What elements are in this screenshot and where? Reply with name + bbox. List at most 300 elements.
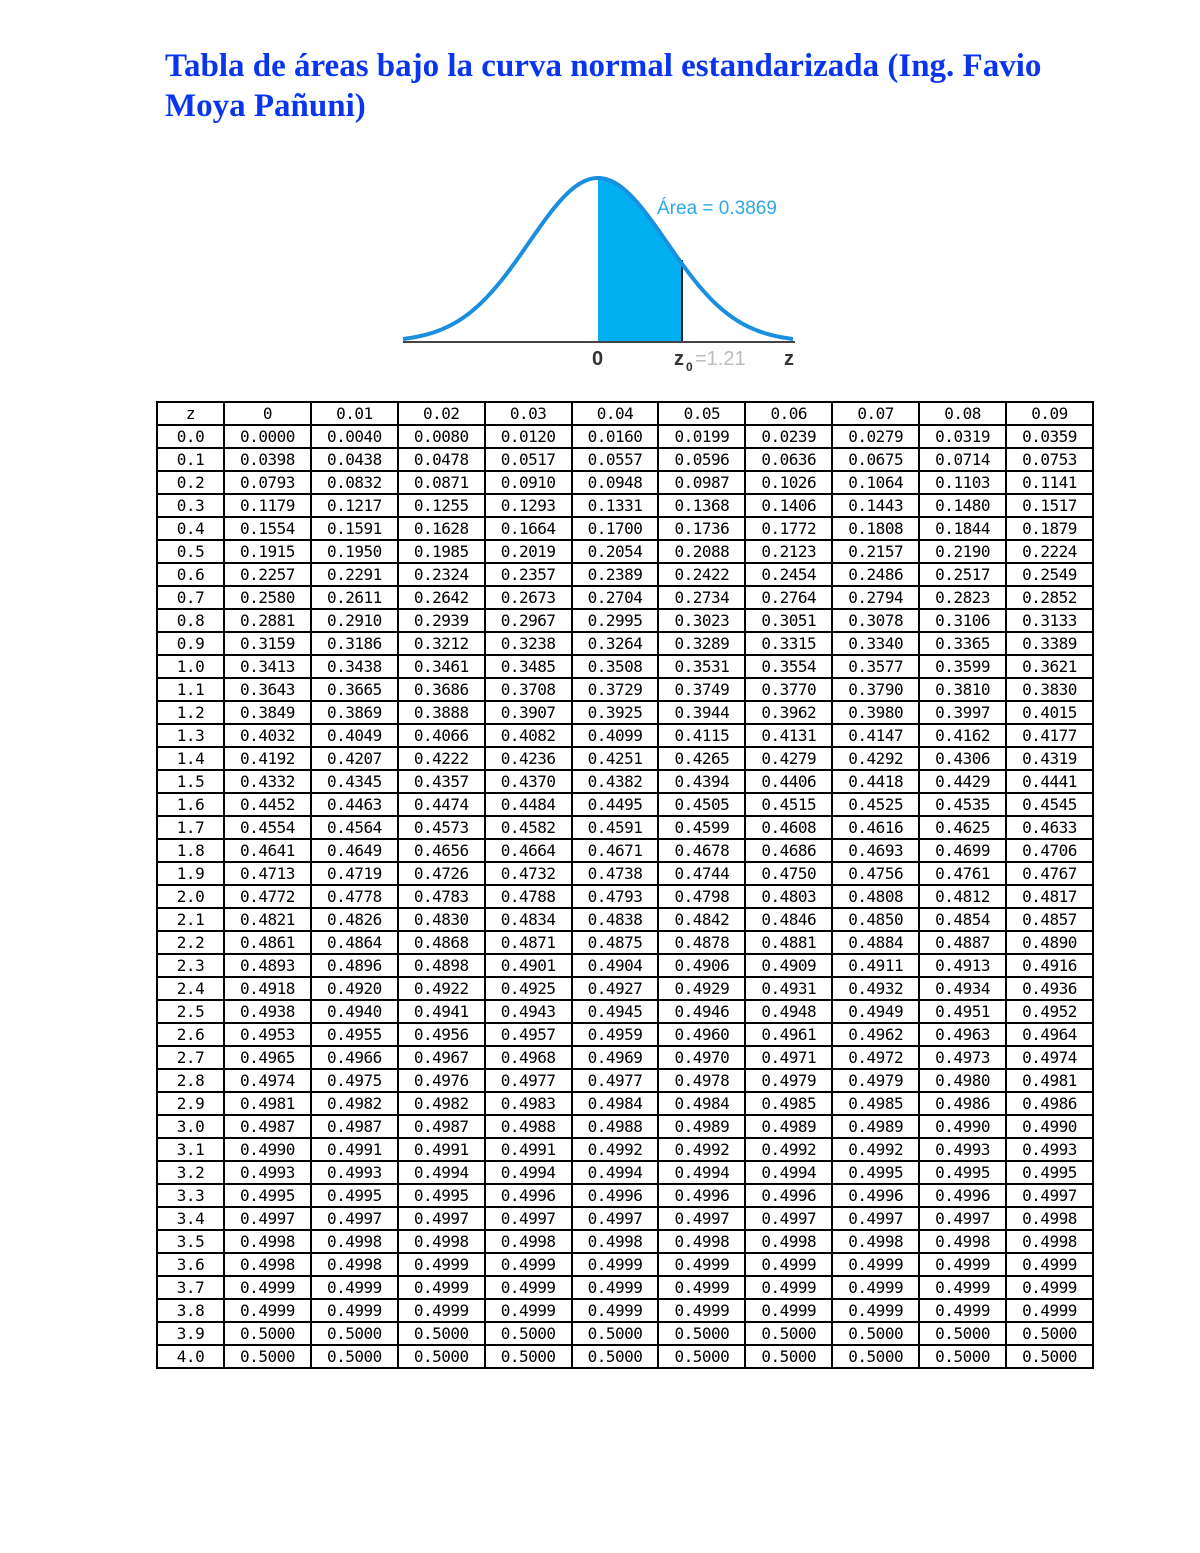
z0-subscript: 0 [686,360,693,374]
table-cell: 0.4995 [1006,1161,1093,1184]
table-cell: 0.4633 [1006,816,1093,839]
header-col: 0.06 [745,402,832,425]
table-cell: 0.0948 [572,471,659,494]
table-cell: 0.4987 [224,1115,311,1138]
table-cell: 0.4968 [485,1046,572,1069]
row-z-value: 2.5 [157,1000,224,1023]
table-cell: 0.4999 [398,1276,485,1299]
table-row [157,655,1093,678]
normal-curve-figure [395,165,815,380]
z0-symbol: z [674,348,684,370]
table-cell: 0.4394 [658,770,745,793]
table-cell: 0.4904 [572,954,659,977]
table-cell: 0.4946 [658,1000,745,1023]
table-cell: 0.3289 [658,632,745,655]
table-cell: 0.4995 [311,1184,398,1207]
table-cell: 0.4066 [398,724,485,747]
table-cell: 0.4999 [832,1299,919,1322]
table-cell: 0.4996 [745,1184,832,1207]
table-cell: 0.1480 [919,494,1006,517]
table-cell: 0.4982 [398,1092,485,1115]
table-body [157,425,1093,1368]
table-cell: 0.4998 [745,1230,832,1253]
table-cell: 0.4999 [224,1276,311,1299]
table-cell: 0.4964 [1006,1023,1093,1046]
row-z-value: 0.0 [157,425,224,448]
table-cell: 0.4896 [311,954,398,977]
table-cell: 0.4995 [224,1184,311,1207]
table-cell: 0.3770 [745,678,832,701]
table-cell: 0.5000 [398,1322,485,1345]
table-cell: 0.4999 [919,1299,1006,1322]
table-cell: 0.3944 [658,701,745,724]
table-cell: 0.4979 [832,1069,919,1092]
table-cell: 0.4966 [311,1046,398,1069]
table-cell: 0.4515 [745,793,832,816]
table-cell: 0.4963 [919,1023,1006,1046]
table-cell: 0.4986 [1006,1092,1093,1115]
table-cell: 0.4998 [1006,1230,1093,1253]
table-cell: 0.4976 [398,1069,485,1092]
table-cell: 0.4887 [919,931,1006,954]
table-cell: 0.0596 [658,448,745,471]
table-cell: 0.3023 [658,609,745,632]
table-cell: 0.4967 [398,1046,485,1069]
table-cell: 0.4998 [224,1230,311,1253]
table-cell: 0.4854 [919,908,1006,931]
table-cell: 0.4978 [658,1069,745,1092]
table-cell: 0.4961 [745,1023,832,1046]
row-z-value: 0.6 [157,563,224,586]
table-cell: 0.3869 [311,701,398,724]
table-cell: 0.4993 [311,1161,398,1184]
table-cell: 0.2611 [311,586,398,609]
table-cell: 0.4713 [224,862,311,885]
table-cell: 0.4918 [224,977,311,1000]
table-cell: 0.4969 [572,1046,659,1069]
table-cell: 0.4864 [311,931,398,954]
table-cell: 0.4994 [745,1161,832,1184]
table-row [157,563,1093,586]
table-cell: 0.4049 [311,724,398,747]
table-cell: 0.4960 [658,1023,745,1046]
table-cell: 0.5000 [311,1345,398,1368]
table-cell: 0.3997 [919,701,1006,724]
table-cell: 0.4826 [311,908,398,931]
table-row [157,1046,1093,1069]
row-z-value: 3.0 [157,1115,224,1138]
table-cell: 0.4998 [919,1230,1006,1253]
table-cell: 0.4999 [745,1253,832,1276]
table-cell: 0.3962 [745,701,832,724]
header-col: 0.04 [572,402,659,425]
row-z-value: 1.7 [157,816,224,839]
table-cell: 0.4778 [311,885,398,908]
table-cell: 0.3729 [572,678,659,701]
row-z-value: 3.8 [157,1299,224,1322]
table-cell: 0.4750 [745,862,832,885]
table-cell: 0.4971 [745,1046,832,1069]
table-cell: 0.4641 [224,839,311,862]
row-z-value: 0.2 [157,471,224,494]
table-cell: 0.2967 [485,609,572,632]
table-row [157,839,1093,862]
table-cell: 0.4998 [311,1230,398,1253]
table-cell: 0.4699 [919,839,1006,862]
table-cell: 0.0398 [224,448,311,471]
table-cell: 0.4949 [832,1000,919,1023]
table-cell: 0.4986 [919,1092,1006,1115]
table-cell: 0.1844 [919,517,1006,540]
table-row [157,494,1093,517]
row-z-value: 3.5 [157,1230,224,1253]
table-cell: 0.4236 [485,747,572,770]
table-cell: 0.4994 [572,1161,659,1184]
table-cell: 0.4573 [398,816,485,839]
table-cell: 0.4861 [224,931,311,954]
table-row [157,1184,1093,1207]
table-cell: 0.3133 [1006,609,1093,632]
table-cell: 0.1141 [1006,471,1093,494]
row-z-value: 0.3 [157,494,224,517]
table-cell: 0.2190 [919,540,1006,563]
table-cell: 0.4994 [485,1161,572,1184]
table-cell: 0.4990 [919,1115,1006,1138]
table-cell: 0.4957 [485,1023,572,1046]
table-cell: 0.4177 [1006,724,1093,747]
table-cell: 0.4987 [398,1115,485,1138]
table-cell: 0.4884 [832,931,919,954]
table-cell: 0.2357 [485,563,572,586]
table-cell: 0.3485 [485,655,572,678]
table-cell: 0.1255 [398,494,485,517]
table-row [157,816,1093,839]
table-cell: 0.4649 [311,839,398,862]
table-cell: 0.1406 [745,494,832,517]
table-cell: 0.4838 [572,908,659,931]
table-cell: 0.4999 [572,1276,659,1299]
table-row [157,1000,1093,1023]
table-cell: 0.4996 [832,1184,919,1207]
table-cell: 0.4564 [311,816,398,839]
table-cell: 0.4616 [832,816,919,839]
table-cell: 0.1664 [485,517,572,540]
table-row [157,1161,1093,1184]
table-cell: 0.4996 [572,1184,659,1207]
table-cell: 0.2734 [658,586,745,609]
table-cell: 0.2257 [224,563,311,586]
table-cell: 0.4761 [919,862,1006,885]
table-row [157,609,1093,632]
table-cell: 0.3461 [398,655,485,678]
table-row [157,1023,1093,1046]
table-cell: 0.4959 [572,1023,659,1046]
table-cell: 0.4989 [832,1115,919,1138]
table-cell: 0.0832 [311,471,398,494]
row-z-value: 1.9 [157,862,224,885]
table-cell: 0.4767 [1006,862,1093,885]
table-cell: 0.4932 [832,977,919,1000]
page-title: Tabla de áreas bajo la curva normal estandarizada (Ing. Favio Moya Pañuni) [165,48,1042,124]
z0-value-label: =1.21 [695,348,746,370]
table-row [157,1092,1093,1115]
table-cell: 0.2881 [224,609,311,632]
table-cell: 0.5000 [1006,1322,1093,1345]
table-cell: 0.4505 [658,793,745,816]
table-cell: 0.4999 [485,1253,572,1276]
table-cell: 0.1103 [919,471,1006,494]
table-cell: 0.3686 [398,678,485,701]
table-cell: 0.4474 [398,793,485,816]
table-cell: 0.4686 [745,839,832,862]
table-cell: 0.4974 [1006,1046,1093,1069]
table-cell: 0.4925 [485,977,572,1000]
table-cell: 0.0000 [224,425,311,448]
table-cell: 0.3554 [745,655,832,678]
table-cell: 0.2823 [919,586,1006,609]
table-cell: 0.4988 [485,1115,572,1138]
table-cell: 0.2764 [745,586,832,609]
row-z-value: 0.8 [157,609,224,632]
table-cell: 0.3925 [572,701,659,724]
table-cell: 0.4982 [311,1092,398,1115]
table-cell: 0.5000 [224,1322,311,1345]
row-z-value: 3.7 [157,1276,224,1299]
row-z-value: 2.8 [157,1069,224,1092]
table-cell: 0.3577 [832,655,919,678]
table-cell: 0.0120 [485,425,572,448]
table-cell: 0.4994 [658,1161,745,1184]
table-cell: 0.4881 [745,931,832,954]
table-cell: 0.4980 [919,1069,1006,1092]
table-cell: 0.4995 [919,1161,1006,1184]
table-cell: 0.1331 [572,494,659,517]
table-cell: 0.3907 [485,701,572,724]
table-cell: 0.4429 [919,770,1006,793]
table-cell: 0.4656 [398,839,485,862]
table-cell: 0.4989 [658,1115,745,1138]
table-row [157,1138,1093,1161]
table-cell: 0.4997 [919,1207,1006,1230]
table-cell: 0.4997 [311,1207,398,1230]
table-cell: 0.3389 [1006,632,1093,655]
table-cell: 0.4099 [572,724,659,747]
normal-curve-svg [395,165,815,380]
table-cell: 0.4913 [919,954,1006,977]
table-cell: 0.1179 [224,494,311,517]
table-cell: 0.2642 [398,586,485,609]
table-cell: 0.2324 [398,563,485,586]
table-cell: 0.4678 [658,839,745,862]
table-cell: 0.5000 [832,1322,919,1345]
table-row [157,1069,1093,1092]
table-row [157,1345,1093,1368]
table-cell: 0.2794 [832,586,919,609]
table-cell: 0.0714 [919,448,1006,471]
table-cell: 0.4999 [224,1299,311,1322]
row-z-value: 1.3 [157,724,224,747]
table-cell: 0.4999 [1006,1276,1093,1299]
table-cell: 0.0279 [832,425,919,448]
table-cell: 0.3749 [658,678,745,701]
table-cell: 0.3365 [919,632,1006,655]
table-header-row [157,402,1093,425]
table-cell: 0.4981 [224,1092,311,1115]
table-cell: 0.4319 [1006,747,1093,770]
table-cell: 0.1736 [658,517,745,540]
table-cell: 0.2123 [745,540,832,563]
table-cell: 0.4207 [311,747,398,770]
table-cell: 0.0199 [658,425,745,448]
table-cell: 0.4999 [311,1276,398,1299]
table-cell: 0.4999 [919,1253,1006,1276]
table-cell: 0.3413 [224,655,311,678]
table-cell: 0.4984 [658,1092,745,1115]
table-cell: 0.4744 [658,862,745,885]
table-cell: 0.4783 [398,885,485,908]
table-cell: 0.4999 [572,1299,659,1322]
table-cell: 0.4973 [919,1046,1006,1069]
table-cell: 0.4901 [485,954,572,977]
table-cell: 0.3438 [311,655,398,678]
table-cell: 0.4991 [485,1138,572,1161]
table-cell: 0.2088 [658,540,745,563]
table-cell: 0.4998 [398,1230,485,1253]
table-row [157,701,1093,724]
table-cell: 0.5000 [224,1345,311,1368]
table-cell: 0.5000 [485,1322,572,1345]
table-cell: 0.4995 [832,1161,919,1184]
table-cell: 0.4955 [311,1023,398,1046]
table-cell: 0.5000 [832,1345,919,1368]
table-cell: 0.4484 [485,793,572,816]
table-row [157,586,1093,609]
table-cell: 0.1772 [745,517,832,540]
table-cell: 0.4985 [745,1092,832,1115]
table-cell: 0.3340 [832,632,919,655]
table-cell: 0.2580 [224,586,311,609]
table-cell: 0.4941 [398,1000,485,1023]
table-cell: 0.4991 [398,1138,485,1161]
header-col: 0 [224,402,311,425]
z-table [156,401,1094,1369]
header-col: 0.09 [1006,402,1093,425]
table-cell: 0.3106 [919,609,1006,632]
table-cell: 0.3790 [832,678,919,701]
table-cell: 0.4965 [224,1046,311,1069]
table-cell: 0.4999 [398,1299,485,1322]
table-row [157,908,1093,931]
table-cell: 0.4345 [311,770,398,793]
table-cell: 0.4999 [572,1253,659,1276]
table-cell: 0.1591 [311,517,398,540]
table-cell: 0.3980 [832,701,919,724]
table-cell: 0.4798 [658,885,745,908]
table-cell: 0.4495 [572,793,659,816]
table-row [157,448,1093,471]
row-z-value: 2.9 [157,1092,224,1115]
row-z-value: 1.2 [157,701,224,724]
table-cell: 0.4857 [1006,908,1093,931]
table-cell: 0.1026 [745,471,832,494]
table-cell: 0.2704 [572,586,659,609]
table-cell: 0.4906 [658,954,745,977]
table-cell: 0.5000 [745,1322,832,1345]
table-cell: 0.4945 [572,1000,659,1023]
table-cell: 0.4868 [398,931,485,954]
table-cell: 0.4988 [572,1115,659,1138]
table-cell: 0.4952 [1006,1000,1093,1023]
table-cell: 0.4732 [485,862,572,885]
table-cell: 0.4693 [832,839,919,862]
row-z-value: 2.0 [157,885,224,908]
table-cell: 0.4999 [485,1299,572,1322]
table-cell: 0.2549 [1006,563,1093,586]
table-cell: 0.4599 [658,816,745,839]
table-cell: 0.0160 [572,425,659,448]
table-cell: 0.4987 [311,1115,398,1138]
row-z-value: 0.4 [157,517,224,540]
table-cell: 0.4943 [485,1000,572,1023]
table-cell: 0.3212 [398,632,485,655]
table-cell: 0.4999 [658,1299,745,1322]
table-cell: 0.1554 [224,517,311,540]
table-cell: 0.4999 [1006,1299,1093,1322]
table-cell: 0.4850 [832,908,919,931]
table-cell: 0.4999 [658,1276,745,1299]
table-cell: 0.4131 [745,724,832,747]
table-cell: 0.3708 [485,678,572,701]
table-cell: 0.4222 [398,747,485,770]
table-row [157,678,1093,701]
table-cell: 0.5000 [1006,1345,1093,1368]
table-cell: 0.4192 [224,747,311,770]
table-cell: 0.4332 [224,770,311,793]
table-cell: 0.1517 [1006,494,1093,517]
table-cell: 0.4997 [572,1207,659,1230]
header-z: z [157,402,224,425]
table-cell: 0.4996 [658,1184,745,1207]
table-cell: 0.4545 [1006,793,1093,816]
table-cell: 0.4998 [658,1230,745,1253]
table-cell: 0.5000 [919,1322,1006,1345]
table-cell: 0.4082 [485,724,572,747]
table-cell: 0.0871 [398,471,485,494]
table-cell: 0.2517 [919,563,1006,586]
header-col: 0.03 [485,402,572,425]
table-cell: 0.4292 [832,747,919,770]
origin-label: 0 [592,348,604,370]
table-cell: 0.4441 [1006,770,1093,793]
table-cell: 0.4993 [919,1138,1006,1161]
header-col: 0.02 [398,402,485,425]
table-cell: 0.4996 [485,1184,572,1207]
table-cell: 0.4591 [572,816,659,839]
table-cell: 0.4991 [311,1138,398,1161]
table-row [157,1322,1093,1345]
table-cell: 0.4990 [1006,1115,1093,1138]
table-cell: 0.4875 [572,931,659,954]
table-cell: 0.4525 [832,793,919,816]
table-cell: 0.4898 [398,954,485,977]
table-cell: 0.4985 [832,1092,919,1115]
row-z-value: 0.1 [157,448,224,471]
table-cell: 0.1879 [1006,517,1093,540]
table-cell: 0.4582 [485,816,572,839]
table-cell: 0.4999 [745,1276,832,1299]
table-cell: 0.4997 [745,1207,832,1230]
table-cell: 0.4962 [832,1023,919,1046]
